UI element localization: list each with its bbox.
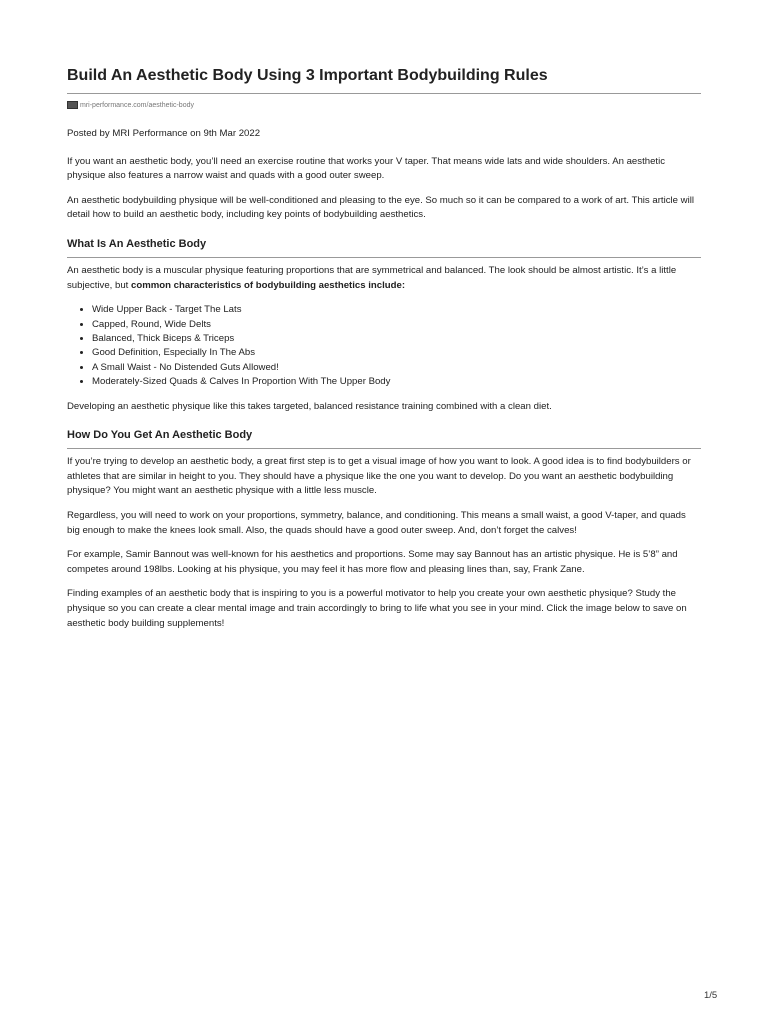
intro-paragraph-1: If you want an aesthetic body, you’ll need an exercise routine that works your V taper. That means wide lats and wide shoulders. An aesthetic physique also features a narrow waist and quads with a good outer sweep. [67,155,665,182]
source-link[interactable]: mri-performance.com/aesthetic-body [80,101,194,109]
section2-paragraph-4: Finding examples of an aesthetic body that is inspiring to you is a powerful motivator to help you create your own aesthetic physique? Study the physique so you can create a clear mental image and train accordingly to bring to life what you see in your mind. Click the image below to save on aesthetic body building supplements! [67,588,687,629]
list-item: • Wide Upper Back - Target The Lats [92,303,701,317]
posted-byline: Posted by MRI Performance on 9th Mar 2022 [67,128,261,139]
section1-closing: Developing an aesthetic physique like this takes targeted, balanced resistance training combined with a clean diet. [67,400,552,412]
characteristics-list [67,303,701,389]
intro-paragraph-2: An aesthetic bodybuilding physique will be well-conditioned and pleasing to the eye. So much so it can be compared to a work of art. This article will detail how to build an aesthetic body, including key points of bodybuilding aesthetics. [67,194,694,221]
source-line [67,100,701,110]
section2-paragraph-3: For example, Samir Bannout was well-known for his aesthetics and proportions. Some may say Bannout has an artistic physique. He is 5’8” and competes around 198lbs. Looking at his physique, you may feel it has more flow and pleasing lines than, say, Frank Zane. [67,549,678,575]
site-favicon-icon [67,101,78,109]
article [67,66,701,631]
list-item: • Moderately-Sized Quads & Calves In Proportion With The Upper Body [92,375,701,389]
section1-paragraph [67,264,701,293]
page-number: 1/5 [704,990,718,1001]
section1-paragraph-lead: An aesthetic body is a muscular physique featuring proportions that are symmetrical and balanced. The look should be almost artistic. It’s a little subjective, but [67,264,677,291]
list-item: • A Small Waist - No Distended Guts Allowed! [92,361,701,375]
section-heading-how-to: How Do You Get An Aesthetic Body [67,427,701,449]
section2-paragraph-2: Regardless, you will need to work on your proportions, symmetry, balance, and conditioning. This means a small waist, a good V-taper, and quads big enough to make the knees look small. Also, the quads should have a good outer sweep. And, don’t forget the calves! [67,509,686,536]
page-title: Build An Aesthetic Body Using 3 Important Bodybuilding Rules [67,66,701,94]
section2-paragraph-1: If you’re trying to develop an aesthetic body, a great first step is to get a visual image of how you want to look. A good idea is to find bodybuilders or athletes that are similar in height to you. They should have a physique like the one you want to develop. Do you want an aesthetic bodybuilding physique? You might want an aesthetic physique with a little less muscle. [67,456,691,497]
list-item: • Capped, Round, Wide Delts [92,318,701,332]
list-item: • Balanced, Thick Biceps & Triceps [92,332,701,346]
list-item: • Good Definition, Especially In The Abs [92,346,701,360]
section1-paragraph-bold: common characteristics of bodybuilding aesthetics include: [131,279,406,291]
section-heading-what-is: What Is An Aesthetic Body [67,236,701,258]
